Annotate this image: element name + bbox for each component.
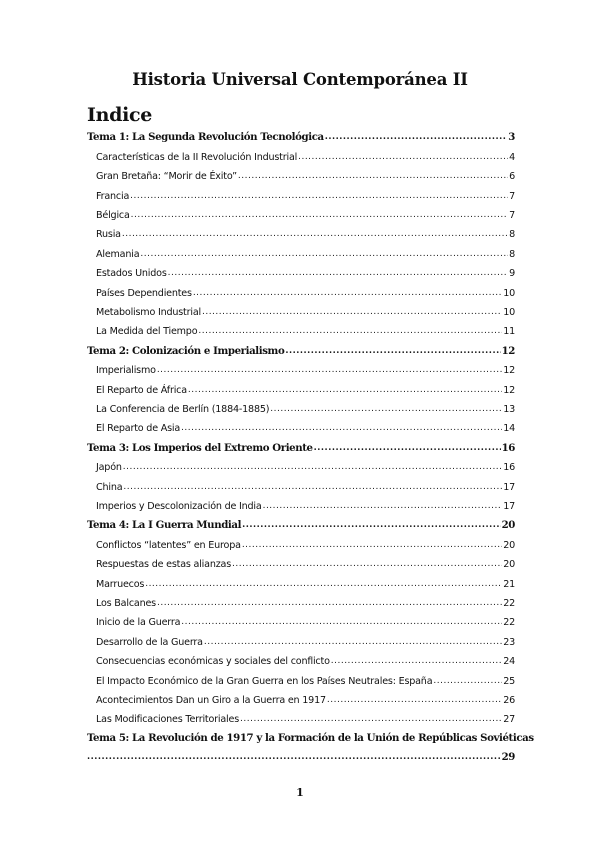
toc-section-entry[interactable] — [96, 590, 515, 609]
toc-entry-label: Imperios y Descolonización de India — [96, 500, 262, 512]
toc-section-entry[interactable] — [96, 687, 515, 706]
dot-leader — [188, 384, 502, 396]
toc-entry-page: 8 — [509, 248, 515, 260]
toc-entry-label: El Reparto de África — [96, 384, 187, 396]
toc-entry-label: Tema 1: La Segunda Revolución Tecnológica — [87, 131, 324, 144]
toc-entry-page: 17 — [503, 500, 515, 512]
toc-entry-label: Metabolismo Industrial — [96, 306, 201, 318]
dot-leader — [232, 558, 502, 570]
page-number: 1 — [296, 786, 304, 799]
dot-leader — [193, 287, 502, 299]
toc-entry-page: 3 — [508, 131, 515, 144]
toc-entry-page: 16 — [503, 462, 515, 474]
dot-leader — [202, 306, 502, 318]
toc-section-entry[interactable] — [96, 648, 515, 667]
toc-chapter-entry-wrapped-label[interactable]: Tema 5: La Revolución de 1917 y la Formación de la Unión de Repúblicas Soviéticas — [87, 732, 534, 745]
toc-entry-label: Respuestas de estas alianzas — [96, 559, 232, 571]
toc-entry-label: Los Balcanes — [96, 597, 156, 609]
toc-chapter-entry-wrapped-leader[interactable] — [87, 743, 515, 762]
toc-entry-label: Inicio de la Guerra — [96, 617, 181, 629]
dot-leader — [181, 616, 502, 628]
toc-entry-page: 6 — [509, 171, 515, 183]
dot-leader — [87, 751, 501, 763]
toc-section-entry[interactable] — [96, 396, 515, 415]
toc-entry-page: 27 — [503, 714, 515, 726]
dot-leader — [240, 713, 502, 725]
toc-entry-page: 17 — [503, 481, 515, 493]
toc-entry-page: 25 — [503, 675, 515, 687]
toc-section-entry[interactable] — [96, 143, 515, 162]
dot-leader — [263, 500, 503, 512]
toc-entry-page: 7 — [509, 209, 515, 221]
toc-entry-label: Características de la II Revolución Industrial — [96, 151, 298, 163]
toc-entry-page: 20 — [503, 539, 515, 551]
toc-section-entry[interactable] — [96, 531, 515, 550]
toc-section-entry[interactable] — [96, 570, 515, 589]
toc-entry-label: La Conferencia de Berlín (1884-1885) — [96, 403, 270, 415]
dot-leader — [285, 345, 500, 357]
dot-leader — [298, 151, 508, 163]
toc-entry-page: 26 — [503, 694, 515, 706]
toc-entry-label: Rusia — [96, 229, 121, 241]
document-title: Historia Universal Contemporánea II — [132, 70, 468, 89]
toc-entry-label: Acontecimientos Dan un Giro a la Guerra en 1917 — [96, 694, 326, 706]
dot-leader — [131, 209, 508, 221]
toc-entry-page: 4 — [509, 151, 515, 163]
toc-section-entry[interactable] — [96, 260, 515, 279]
toc-entry-label: Alemania — [96, 248, 140, 260]
toc-entry-page: 20 — [503, 559, 515, 571]
toc-entry-page: 13 — [503, 403, 515, 415]
toc-section-entry[interactable] — [96, 609, 515, 628]
toc-entry-label: Tema 3: Los Imperios del Extremo Oriente — [87, 441, 313, 454]
toc-entry-label: Imperialismo — [96, 365, 156, 377]
dot-leader — [157, 364, 502, 376]
toc-entry-page: 23 — [503, 636, 515, 648]
toc-entry-label: China — [96, 481, 123, 493]
toc-entry-label: Países Dependientes — [96, 287, 192, 299]
toc-entry-page: 12 — [501, 344, 515, 357]
toc-section-entry[interactable] — [96, 221, 515, 240]
dot-leader — [157, 597, 502, 609]
dot-leader — [433, 675, 502, 687]
toc-entry-label: Estados Unidos — [96, 268, 167, 280]
toc-section-entry[interactable] — [96, 493, 515, 512]
toc-section-entry[interactable] — [96, 240, 515, 259]
toc-section-entry[interactable] — [96, 163, 515, 182]
toc-entry-page: 14 — [503, 423, 515, 435]
toc-entry-page: 20 — [501, 519, 515, 532]
toc-entry-page: 12 — [503, 365, 515, 377]
toc-section-entry[interactable] — [96, 415, 515, 434]
toc-section-entry[interactable] — [96, 628, 515, 647]
toc-entry-page: 29 — [501, 750, 515, 763]
toc-section-entry[interactable] — [96, 357, 515, 376]
toc-entry-page: 10 — [503, 287, 515, 299]
toc-entry-label: El Impacto Económico de la Gran Guerra en los Países Neutrales: España — [96, 675, 433, 687]
toc-section-entry[interactable] — [96, 454, 515, 473]
toc-entry-page: 9 — [509, 268, 515, 280]
dot-leader — [327, 694, 502, 706]
toc-section-entry[interactable] — [96, 667, 515, 686]
dot-leader — [314, 442, 501, 454]
toc-entry-label: Las Modificaciones Territoriales — [96, 714, 240, 726]
toc-entry-page: 22 — [503, 597, 515, 609]
toc-section-entry[interactable] — [96, 706, 515, 725]
dot-leader — [123, 461, 502, 473]
toc-chapter-entry[interactable] — [87, 434, 515, 453]
dot-leader — [331, 655, 502, 667]
toc-entry-label: Bélgica — [96, 209, 130, 221]
toc-entry-label: Conflictos “latentes” en Europa — [96, 539, 241, 551]
toc-chapter-entry[interactable] — [87, 337, 515, 356]
toc-entry-label: Japón — [96, 462, 122, 474]
index-heading: Indice — [87, 104, 153, 126]
toc-section-entry[interactable] — [96, 376, 515, 395]
dot-leader — [238, 170, 508, 182]
toc-entry-page: 16 — [501, 441, 515, 454]
toc-section-entry[interactable] — [96, 279, 515, 298]
dot-leader — [198, 325, 502, 337]
dot-leader — [181, 422, 502, 434]
toc-entry-label: Tema 4: La I Guerra Mundial — [87, 519, 242, 532]
dot-leader — [140, 248, 508, 260]
toc-section-entry[interactable] — [96, 202, 515, 221]
toc-section-entry[interactable] — [96, 551, 515, 570]
dot-leader — [270, 403, 502, 415]
toc-entry-page: 22 — [503, 617, 515, 629]
dot-leader — [145, 578, 502, 590]
dot-leader — [242, 539, 502, 551]
toc-entry-label: La Medida del Tiempo — [96, 326, 198, 338]
toc-entry-page: 7 — [509, 190, 515, 202]
toc-entry-page: 11 — [503, 326, 515, 338]
dot-leader — [123, 481, 502, 493]
toc-entry-label: Marruecos — [96, 578, 145, 590]
toc-entry-label: Desarrollo de la Guerra — [96, 636, 203, 648]
dot-leader — [242, 519, 501, 531]
toc-entry-label: Gran Bretaña: “Morir de Éxito” — [96, 171, 237, 183]
dot-leader — [122, 228, 508, 240]
toc-entry-label: Francia — [96, 190, 130, 202]
dot-leader — [168, 267, 508, 279]
dot-leader — [130, 190, 508, 202]
dot-leader — [204, 636, 502, 648]
toc-entry-page: 21 — [503, 578, 515, 590]
toc-entry-label: Consecuencias económicas y sociales del conflicto — [96, 656, 330, 668]
dot-leader — [325, 131, 508, 143]
toc-entry-page: 12 — [503, 384, 515, 396]
toc-section-entry[interactable] — [96, 318, 515, 337]
toc-section-entry[interactable] — [96, 473, 515, 492]
toc-section-entry[interactable] — [96, 182, 515, 201]
toc-entry-page: 8 — [509, 229, 515, 241]
toc-entry-label: Tema 2: Colonización e Imperialismo — [87, 344, 285, 357]
toc-chapter-entry[interactable] — [87, 124, 515, 143]
toc-section-entry[interactable] — [96, 299, 515, 318]
toc-entry-page: 24 — [503, 656, 515, 668]
toc-chapter-entry[interactable] — [87, 512, 515, 531]
toc-entry-label: El Reparto de Asia — [96, 423, 181, 435]
toc-entry-page: 10 — [503, 306, 515, 318]
